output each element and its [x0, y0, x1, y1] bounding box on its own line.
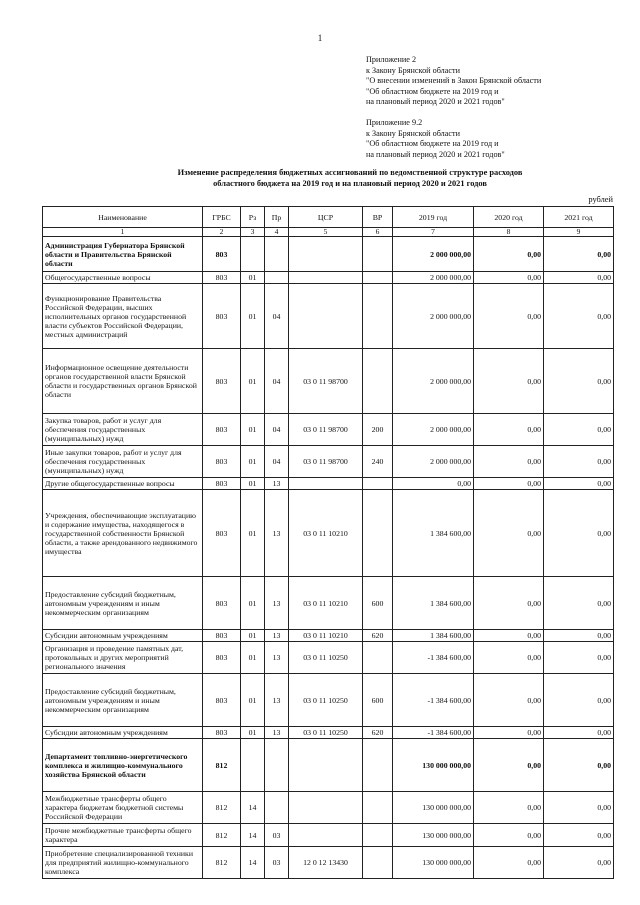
row-rz: 01 — [241, 272, 265, 284]
appendix-line: "О внесении изменений в Закон Брянской области — [366, 76, 542, 86]
row-name: Прочие межбюджетные трансферты общего характера — [43, 824, 203, 847]
appendix-9-2-note — [366, 118, 505, 160]
row-amount-2020: 0,00 — [474, 739, 544, 792]
row-amount-2019: 2 000 000,00 — [393, 446, 474, 478]
row-name: Предоставление субсидий бюджетным, автономным учреждениям и иным некоммерческим организациям — [43, 674, 203, 727]
row-pr: 13 — [265, 490, 289, 577]
row-name: Информационное освещение деятельности органов государственной власти Брянской области и государственных органов Брянской области — [43, 349, 203, 414]
row-rz: 01 — [241, 490, 265, 577]
row-vr: 240 — [363, 446, 393, 478]
header-rz: Рз — [241, 207, 265, 228]
row-amount-2020: 0,00 — [474, 577, 544, 630]
row-rz — [241, 739, 265, 792]
column-number: 5 — [289, 228, 363, 237]
table-row — [43, 414, 614, 446]
row-amount-2020: 0,00 — [474, 674, 544, 727]
row-rz: 01 — [241, 642, 265, 674]
table-header-row — [43, 207, 614, 228]
row-name: Общегосударственные вопросы — [43, 272, 203, 284]
row-pr: 13 — [265, 577, 289, 630]
table-row — [43, 446, 614, 478]
row-amount-2019: 130 000 000,00 — [393, 792, 474, 824]
column-number: 1 — [43, 228, 203, 237]
row-rz: 01 — [241, 446, 265, 478]
column-number: 2 — [203, 228, 241, 237]
row-grbs: 812 — [203, 824, 241, 847]
row-amount-2019: -1 384 600,00 — [393, 674, 474, 727]
row-amount-2020: 0,00 — [474, 446, 544, 478]
row-amount-2021: 0,00 — [544, 642, 614, 674]
row-pr: 04 — [265, 446, 289, 478]
header-csr: ЦСР — [289, 207, 363, 228]
row-csr — [289, 284, 363, 349]
column-number-row — [43, 228, 614, 237]
row-vr — [363, 739, 393, 792]
column-number: 3 — [241, 228, 265, 237]
row-csr — [289, 824, 363, 847]
row-amount-2020: 0,00 — [474, 727, 544, 739]
row-amount-2021: 0,00 — [544, 237, 614, 272]
row-pr: 03 — [265, 847, 289, 879]
header-name: Наименование — [43, 207, 203, 228]
header-pr: Пр — [265, 207, 289, 228]
row-amount-2021: 0,00 — [544, 847, 614, 879]
row-amount-2021: 0,00 — [544, 792, 614, 824]
header-vr: ВР — [363, 207, 393, 228]
table-row — [43, 674, 614, 727]
row-amount-2021: 0,00 — [544, 727, 614, 739]
row-amount-2020: 0,00 — [474, 272, 544, 284]
row-amount-2019: 0,00 — [393, 478, 474, 490]
table-row — [43, 739, 614, 792]
row-vr — [363, 349, 393, 414]
row-amount-2020: 0,00 — [474, 847, 544, 879]
appendix-line: на плановый период 2020 и 2021 годов" — [366, 97, 505, 107]
document-title — [60, 168, 640, 189]
row-pr: 03 — [265, 824, 289, 847]
column-number: 4 — [265, 228, 289, 237]
row-name: Департамент топливно-энергетического комплекса и жилищно-коммунального хозяйства Брянской области — [43, 739, 203, 792]
appendix-line: к Закону Брянской области — [366, 65, 460, 75]
row-csr: 03 0 11 10250 — [289, 674, 363, 727]
row-amount-2021: 0,00 — [544, 272, 614, 284]
row-grbs: 803 — [203, 727, 241, 739]
row-pr: 04 — [265, 349, 289, 414]
row-rz: 01 — [241, 284, 265, 349]
row-amount-2019: 1 384 600,00 — [393, 630, 474, 642]
row-amount-2021: 0,00 — [544, 349, 614, 414]
row-grbs: 803 — [203, 577, 241, 630]
row-amount-2019: 1 384 600,00 — [393, 490, 474, 577]
column-number: 7 — [393, 228, 474, 237]
appendix-line: "Об областном бюджете на 2019 год и — [366, 86, 499, 96]
row-pr — [265, 272, 289, 284]
row-amount-2020: 0,00 — [474, 824, 544, 847]
row-amount-2019: 2 000 000,00 — [393, 349, 474, 414]
table-row — [43, 272, 614, 284]
row-vr — [363, 490, 393, 577]
row-name: Предоставление субсидий бюджетным, автономным учреждениям и иным некоммерческим организациям — [43, 577, 203, 630]
row-grbs: 803 — [203, 478, 241, 490]
row-name: Иные закупки товаров, работ и услуг для обеспечения государственных (муниципальных) нужд — [43, 446, 203, 478]
row-amount-2020: 0,00 — [474, 349, 544, 414]
row-pr — [265, 739, 289, 792]
table-row — [43, 349, 614, 414]
row-amount-2021: 0,00 — [544, 478, 614, 490]
row-vr: 620 — [363, 727, 393, 739]
row-amount-2019: 2 000 000,00 — [393, 272, 474, 284]
row-amount-2020: 0,00 — [474, 237, 544, 272]
row-vr — [363, 847, 393, 879]
row-csr: 03 0 11 10210 — [289, 577, 363, 630]
row-pr: 04 — [265, 414, 289, 446]
appendix-line: на плановый период 2020 и 2021 годов" — [366, 149, 505, 159]
row-grbs: 803 — [203, 414, 241, 446]
row-grbs: 812 — [203, 792, 241, 824]
row-csr: 03 0 11 10210 — [289, 490, 363, 577]
row-amount-2019: 2 000 000,00 — [393, 237, 474, 272]
title-line: Изменение распределения бюджетных ассигнований по ведомственной структуре расходов — [177, 168, 523, 177]
row-rz: 01 — [241, 577, 265, 630]
table-row — [43, 237, 614, 272]
row-csr: 12 0 12 13430 — [289, 847, 363, 879]
table-row — [43, 630, 614, 642]
row-name: Другие общегосударственные вопросы — [43, 478, 203, 490]
row-vr — [363, 824, 393, 847]
row-amount-2019: 2 000 000,00 — [393, 414, 474, 446]
title-line: областного бюджета на 2019 год и на плановый период 2020 и 2021 годов — [213, 178, 487, 188]
row-name: Функционирование Правительства Российской Федерации, высших исполнительных органов государственной власти субъектов Российской Федерации, местных администраций — [43, 284, 203, 349]
table-row — [43, 478, 614, 490]
table-row — [43, 727, 614, 739]
row-rz: 14 — [241, 792, 265, 824]
row-pr: 13 — [265, 630, 289, 642]
row-pr: 13 — [265, 727, 289, 739]
row-amount-2019: 130 000 000,00 — [393, 824, 474, 847]
table-row — [43, 847, 614, 879]
currency-unit: рублей — [588, 195, 613, 204]
row-vr — [363, 642, 393, 674]
appendix-line: Приложение 9.2 — [366, 118, 423, 127]
row-grbs: 803 — [203, 272, 241, 284]
row-amount-2021: 0,00 — [544, 577, 614, 630]
row-csr — [289, 478, 363, 490]
row-csr: 03 0 11 10250 — [289, 727, 363, 739]
row-rz: 14 — [241, 824, 265, 847]
column-number: 8 — [474, 228, 544, 237]
table-row — [43, 577, 614, 630]
row-rz: 01 — [241, 478, 265, 490]
row-vr — [363, 237, 393, 272]
row-amount-2021: 0,00 — [544, 739, 614, 792]
row-amount-2019: -1 384 600,00 — [393, 642, 474, 674]
row-pr: 13 — [265, 478, 289, 490]
row-csr — [289, 792, 363, 824]
appendix-line: Приложение 2 — [366, 55, 417, 64]
row-grbs: 803 — [203, 237, 241, 272]
row-name: Приобретение специализированной техники для предприятий жилищно-коммунального комплекса — [43, 847, 203, 879]
row-vr: 620 — [363, 630, 393, 642]
table-row — [43, 284, 614, 349]
row-name: Администрация Губернатора Брянской области и Правительства Брянской области — [43, 237, 203, 272]
row-pr — [265, 792, 289, 824]
row-vr: 600 — [363, 674, 393, 727]
row-amount-2020: 0,00 — [474, 478, 544, 490]
column-number: 6 — [363, 228, 393, 237]
budget-table — [42, 206, 614, 879]
row-amount-2021: 0,00 — [544, 630, 614, 642]
row-pr — [265, 237, 289, 272]
row-grbs: 803 — [203, 349, 241, 414]
row-amount-2021: 0,00 — [544, 446, 614, 478]
row-amount-2019: 130 000 000,00 — [393, 847, 474, 879]
row-rz — [241, 237, 265, 272]
page-number: 1 — [317, 33, 323, 43]
row-amount-2021: 0,00 — [544, 674, 614, 727]
row-csr: 03 0 11 98700 — [289, 446, 363, 478]
column-number: 9 — [544, 228, 614, 237]
row-grbs: 803 — [203, 630, 241, 642]
row-amount-2020: 0,00 — [474, 630, 544, 642]
row-rz: 01 — [241, 349, 265, 414]
row-amount-2019: 2 000 000,00 — [393, 284, 474, 349]
row-vr — [363, 272, 393, 284]
row-amount-2019: 130 000 000,00 — [393, 739, 474, 792]
row-amount-2020: 0,00 — [474, 792, 544, 824]
row-amount-2021: 0,00 — [544, 490, 614, 577]
row-name: Субсидии автономным учреждениям — [43, 630, 203, 642]
row-csr: 03 0 11 98700 — [289, 414, 363, 446]
row-pr: 13 — [265, 674, 289, 727]
row-amount-2020: 0,00 — [474, 284, 544, 349]
table-row — [43, 490, 614, 577]
row-amount-2019: 1 384 600,00 — [393, 577, 474, 630]
row-amount-2021: 0,00 — [544, 824, 614, 847]
row-grbs: 803 — [203, 284, 241, 349]
row-amount-2021: 0,00 — [544, 414, 614, 446]
row-csr: 03 0 11 10250 — [289, 642, 363, 674]
row-name: Учреждения, обеспечивающие эксплуатацию и содержание имущества, находящегося в государственной собственности Брянской области, а также арендованного недвижимого имущества — [43, 490, 203, 577]
header-grbs: ГРБС — [203, 207, 241, 228]
row-csr: 03 0 11 98700 — [289, 349, 363, 414]
row-rz: 14 — [241, 847, 265, 879]
row-vr — [363, 478, 393, 490]
row-name: Субсидии автономным учреждениям — [43, 727, 203, 739]
row-rz: 01 — [241, 727, 265, 739]
row-pr: 04 — [265, 284, 289, 349]
appendix-2-note — [366, 55, 541, 108]
row-grbs: 812 — [203, 739, 241, 792]
row-amount-2020: 0,00 — [474, 490, 544, 577]
row-rz: 01 — [241, 414, 265, 446]
table-row — [43, 642, 614, 674]
row-csr — [289, 272, 363, 284]
row-csr — [289, 237, 363, 272]
appendix-line: "Об областном бюджете на 2019 год и — [366, 139, 499, 149]
row-grbs: 803 — [203, 446, 241, 478]
row-name: Организация и проведение памятных дат, протокольных и других мероприятий регионального значения — [43, 642, 203, 674]
row-grbs: 803 — [203, 674, 241, 727]
row-pr: 13 — [265, 642, 289, 674]
row-vr — [363, 792, 393, 824]
header-2020: 2020 год — [474, 207, 544, 228]
row-amount-2020: 0,00 — [474, 642, 544, 674]
row-rz: 01 — [241, 630, 265, 642]
row-amount-2021: 0,00 — [544, 284, 614, 349]
row-rz: 01 — [241, 674, 265, 727]
row-grbs: 803 — [203, 490, 241, 577]
row-csr — [289, 739, 363, 792]
table-row — [43, 792, 614, 824]
row-grbs: 812 — [203, 847, 241, 879]
row-name: Закупка товаров, работ и услуг для обеспечения государственных (муниципальных) нужд — [43, 414, 203, 446]
appendix-line: к Закону Брянской области — [366, 128, 460, 138]
header-2019: 2019 год — [393, 207, 474, 228]
row-csr: 03 0 11 10210 — [289, 630, 363, 642]
row-vr — [363, 284, 393, 349]
row-amount-2020: 0,00 — [474, 414, 544, 446]
row-vr: 600 — [363, 577, 393, 630]
header-2021: 2021 год — [544, 207, 614, 228]
row-name: Межбюджетные трансферты общего характера бюджетам бюджетной системы Российской Федерации — [43, 792, 203, 824]
row-grbs: 803 — [203, 642, 241, 674]
row-vr: 200 — [363, 414, 393, 446]
table-row — [43, 824, 614, 847]
row-amount-2019: -1 384 600,00 — [393, 727, 474, 739]
